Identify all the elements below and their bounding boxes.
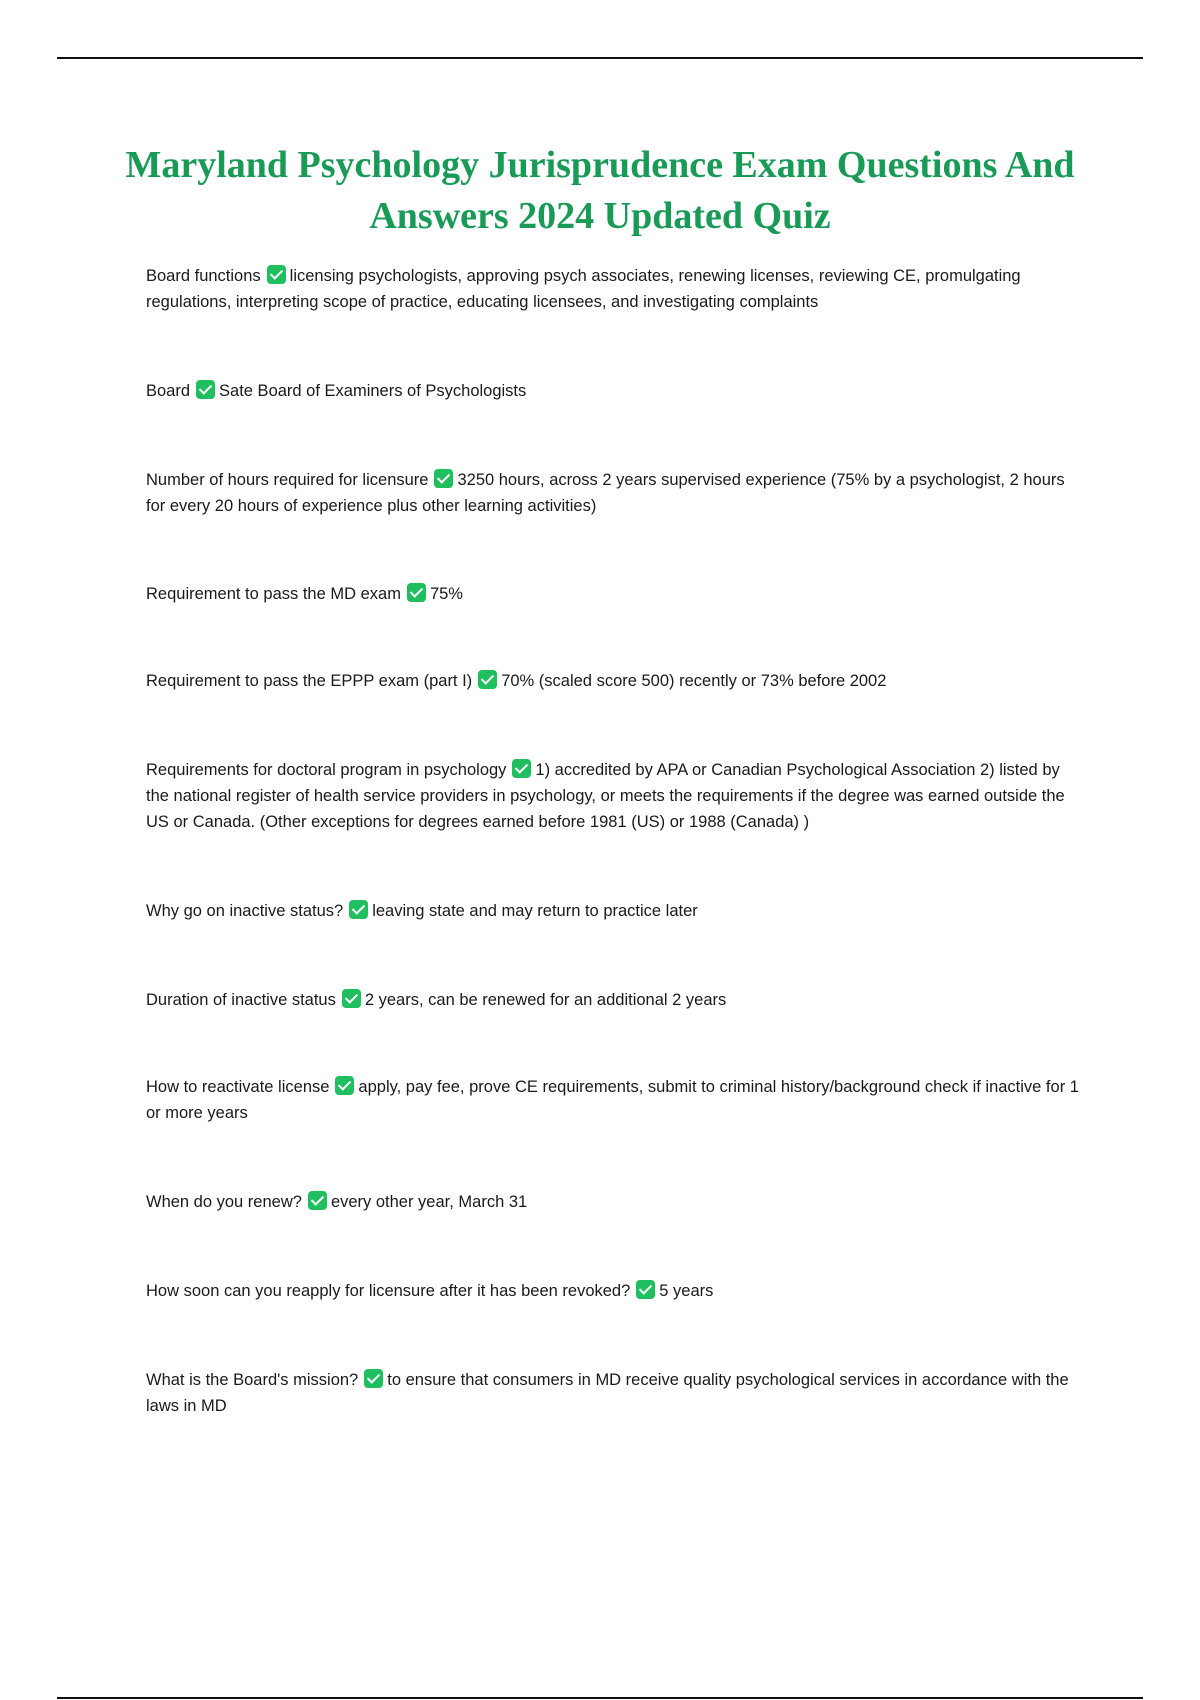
answer-text: every other year, March 31: [330, 1193, 528, 1211]
question-text: Why go on inactive status?: [146, 902, 344, 920]
question-text: Board: [146, 382, 191, 400]
green-checkmark-icon: [512, 759, 531, 778]
qa-item: [146, 1189, 1086, 1215]
answer-text: 2 years, can be renewed for an additional 2 years: [364, 991, 727, 1009]
question-text: Board functions: [146, 267, 261, 285]
green-checkmark-icon: [196, 380, 215, 399]
green-checkmark-icon: [349, 900, 368, 919]
qa-item: [146, 1074, 1086, 1126]
answer-text: apply, pay fee, prove CE requirements, submit to criminal history/background check if inactive for 1 or more years: [146, 1078, 1079, 1122]
green-checkmark-icon: [267, 265, 286, 284]
green-checkmark-icon: [478, 670, 497, 689]
answer-text: 70% (scaled score 500) recently or 73% before 2002: [501, 672, 887, 690]
answer-text: 75%: [429, 585, 463, 603]
answer-text: 1) accredited by APA or Canadian Psychological Association 2) listed by the national register of health service providers in psychology, or meets the requirements if the degree was earned outside the US or Canada. (Other exceptions for degrees earned before 1981 (US) or 1988 (Canada) ): [146, 761, 1065, 831]
question-text: Duration of inactive status: [146, 991, 336, 1009]
qa-item: [146, 668, 1086, 694]
green-checkmark-icon: [308, 1191, 327, 1210]
answer-text: leaving state and may return to practice later: [372, 902, 698, 920]
question-text: Requirements for doctoral program in psychology: [146, 761, 507, 779]
answer-text: to ensure that consumers in MD receive quality psychological services in accordance with the laws in MD: [146, 1371, 1069, 1415]
qa-item: [146, 581, 1086, 607]
question-text: How soon can you reapply for licensure after it has been revoked?: [146, 1282, 631, 1300]
question-text: Requirement to pass the MD exam: [146, 585, 401, 603]
answer-text: licensing psychologists, approving psych associates, renewing licenses, reviewing CE, promulgating regulations, interpreting scope of practice, educating licensees, and investigating complaints: [146, 267, 1021, 311]
qa-item: [146, 263, 1086, 315]
bottom-rule: [57, 1697, 1143, 1699]
question-text: Requirement to pass the EPPP exam (part I): [146, 672, 473, 690]
question-text: When do you renew?: [146, 1193, 302, 1211]
top-rule: [57, 57, 1143, 59]
green-checkmark-icon: [335, 1076, 354, 1095]
green-checkmark-icon: [407, 583, 426, 602]
qa-item: [146, 987, 1086, 1013]
question-text: What is the Board's mission?: [146, 1371, 359, 1389]
qa-item: [146, 898, 1086, 924]
document-title: Maryland Psychology Jurisprudence Exam Questions And Answers 2024 Updated Quiz: [125, 144, 1075, 237]
green-checkmark-icon: [636, 1280, 655, 1299]
qa-item: [146, 378, 1086, 404]
answer-text: 5 years: [659, 1282, 714, 1300]
qa-item: [146, 1278, 1086, 1304]
green-checkmark-icon: [434, 469, 453, 488]
qa-item: [146, 467, 1086, 519]
answer-text: Sate Board of Examiners of Psychologists: [219, 382, 527, 400]
qa-item: [146, 757, 1086, 835]
answer-text: 3250 hours, across 2 years supervised experience (75% by a psychologist, 2 hours for every 20 hours of experience plus other learning activities): [146, 471, 1065, 515]
green-checkmark-icon: [364, 1369, 383, 1388]
qa-item: [146, 1367, 1086, 1419]
question-text: How to reactivate license: [146, 1078, 330, 1096]
question-text: Number of hours required for licensure: [146, 471, 429, 489]
green-checkmark-icon: [342, 989, 361, 1008]
